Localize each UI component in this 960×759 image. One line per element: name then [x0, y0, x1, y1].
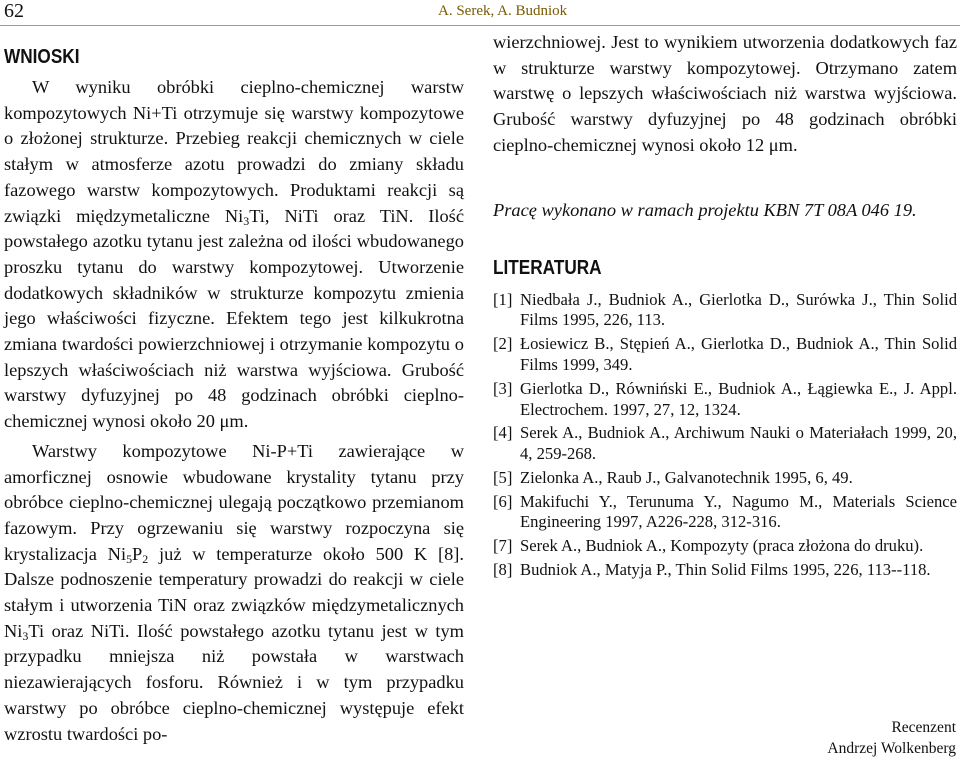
page-number: 62: [4, 0, 24, 22]
right-column: [493, 30, 957, 584]
conclusions-continuation: wierzchniowej. Jest to wynikiem utworzenia dodatkowych faz w strukturze warstwy kompozytowej. Otrzymano zatem warstwę o lepszych właściwościach niż warstwa wyjściowa. Grubość warstwy dyfuzyjnej po 48 godzinach obróbki cieplno-chemicznej wynosi około 12 μm.: [493, 32, 957, 155]
literature-heading: LITERATURA: [493, 256, 602, 279]
conclusions-heading: WNIOSKI: [4, 46, 80, 68]
reference-item: [8] Budniok A., Matyja P., Thin Solid Films 1995, 226, 113--118.: [493, 560, 931, 580]
running-header-authors: A. Serek, A. Budniok: [438, 3, 568, 19]
reviewer-label: Recenzent: [891, 719, 956, 736]
reference-item: [1] Niedbała J., Budniok A., Gierlotka D., Surówka J., Thin Solid Films 1995, 226, 113.: [493, 289, 957, 330]
reference-list: [493, 290, 957, 581]
reference-item: [3] Gierlotka D., Równiński E., Budniok A., Łągiewka E., J. Appl. Electrochem. 1997, 27, 12, 1324.: [493, 378, 957, 419]
conclusions-paragraph-2: Warstwy kompozytowe Ni-P+Ti zawierające w amorficznej osnowie wbudowane krystality tytanu przy obróbce cieplno-chemicznej ulegają początkowo przemianom fazowym. Przy ogrzewaniu się warstwy rozpoczyna się krystalizacja $Ni_5P_2$ już w temperaturze około 500 K [8]. Dalsze podnoszenie temperatury prowadzi do reakcji w ciele stałym i utworzenia TiN oraz związków międzymetalicznych $Ni_3Ti$ oraz NiTi. Ilość powstałego azotku tytanu jest w tym przypadku mniejsza niż powstała w warstwach niezawierających fosforu. Również i w tym przypadku warstwy po obróbce cieplno-chemicznej występuje efekt wzrostu twardości po-: [4, 440, 464, 744]
header-rule: [0, 25, 960, 26]
left-column: [4, 30, 464, 747]
acknowledgement: Pracę wykonano w ramach projektu KBN 7T 08A 046 19.: [493, 199, 917, 220]
reference-item: [6] Makifuchi Y., Terunuma Y., Nagumo M., Materials Science Engineering 1997, A226-228, 312-316.: [493, 491, 957, 532]
conclusions-paragraph-1: W wyniku obróbki cieplno-chemicznej warstw kompozytowych Ni+Ti otrzymuje się warstwy kompozytowe o złożonej strukturze. Przebieg reakcji chemicznych w ciele stałym w atmosferze azotu prowadzi do zmiany składu fazowego warstw kompozytowych. Produktami reakcji są związki międzymetaliczne $Ni_3Ti$, NiTi oraz TiN. Ilość powstałego azotku tytanu jest zależna od ilości wbudowanego proszku tytanu do warstwy kompozytowej. Utworzenie dodatkowych składników w strukturze kompozytu zmienia jego właściwości fizyczne. Efektem tego jest kilkukrotna zmiana twardości powierzchniowej i otrzymanie kompozytu o lepszych właściwościach niż warstwa wyjściowa. Grubość warstwy dyfuzyjnej po 48 godzinach obróbki cieplno-chemicznej wynosi około 20 μm.: [4, 77, 464, 432]
reference-item: [5] Zielonka A., Raub J., Galvanotechnik 1995, 6, 49.: [493, 467, 853, 487]
reference-item: [4] Serek A., Budniok A., Archiwum Nauki o Materiałach 1999, 20, 4, 259-268.: [493, 423, 957, 464]
reference-item: [7] Serek A., Budniok A., Kompozyty (praca złożona do druku).: [493, 536, 924, 556]
reference-item: [2] Łosiewicz B., Stępień A., Gierlotka D., Budniok A., Thin Solid Films 1999, 349.: [493, 334, 957, 374]
reviewer-name: Andrzej Wolkenberg: [827, 740, 956, 757]
